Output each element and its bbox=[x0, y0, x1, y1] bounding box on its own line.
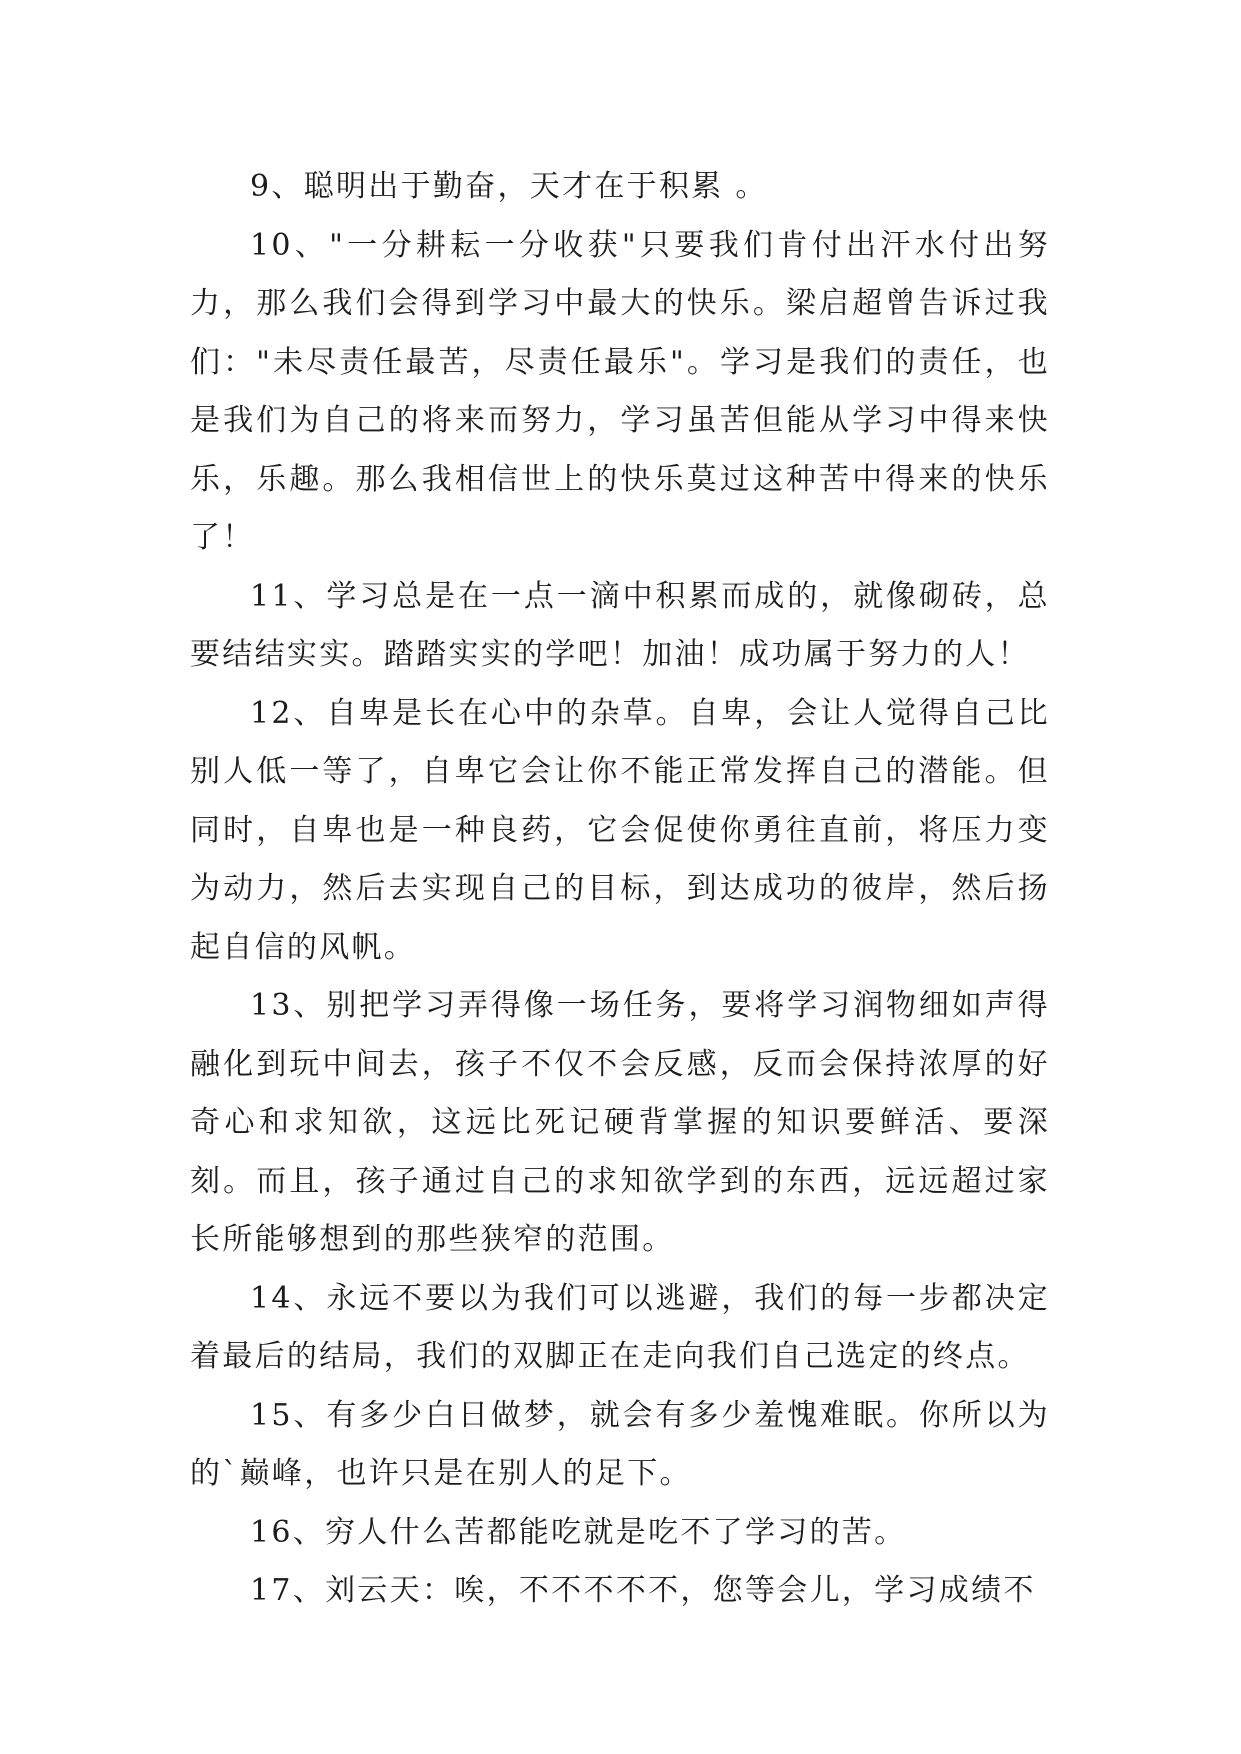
document-body bbox=[190, 158, 1050, 1621]
paragraph-13: 13、别把学习弄得像一场任务，要将学习润物细如声得融化到玩中间去，孩子不仅不会反感，反而会保持浓厚的好奇心和求知欲，这远比死记硬背掌握的知识要鲜活、要深刻。而且，孩子通过自己的求知欲学到的东西，远远超过家长所能够想到的那些狭窄的范围。 bbox=[190, 988, 1050, 1257]
paragraph-9: 9、聪明出于勤奋，天才在于积累 。 bbox=[250, 169, 768, 204]
paragraph-11: 11、学习总是在一点一滴中积累而成的，就像砌砖，总要结结实实。踏踏实实的学吧！加油！成功属于努力的人！ bbox=[190, 578, 1050, 672]
paragraph-16: 16、穷人什么苦都能吃就是吃不了学习的苦。 bbox=[250, 1514, 907, 1550]
paragraph-10: 10、"一分耕耘一分收获"只要我们肯付出汗水付出努力，那么我们会得到学习中最大的快乐。梁启超曾告诉过我们："未尽责任最苦，尽责任最乐"。学习是我们的责任，也是我们为自己的将来而努力，学习虽苦但能从学习中得来快乐，乐趣。那么我相信世上的快乐莫过这种苦中得来的快乐了！ bbox=[190, 227, 1050, 555]
paragraph-15: 15、有多少白日做梦，就会有多少羞愧难眠。你所以为的`巅峰，也许只是在别人的足下。 bbox=[190, 1397, 1050, 1491]
paragraph-17: 17、刘云天：唉，不不不不不，您等会儿，学习成绩不 bbox=[250, 1573, 1036, 1608]
paragraph-14: 14、永远不要以为我们可以逃避，我们的每一步都决定着最后的结局，我们的双脚正在走向我们自己选定的终点。 bbox=[190, 1280, 1050, 1374]
paragraph-12: 12、自卑是长在心中的杂草。自卑，会让人觉得自己比别人低一等了，自卑它会让你不能正常发挥自己的潜能。但同时，自卑也是一种良药，它会促使你勇往直前，将压力变为动力，然后去实现自己的目标，到达成功的彼岸，然后扬起自信的风帆。 bbox=[190, 695, 1050, 965]
